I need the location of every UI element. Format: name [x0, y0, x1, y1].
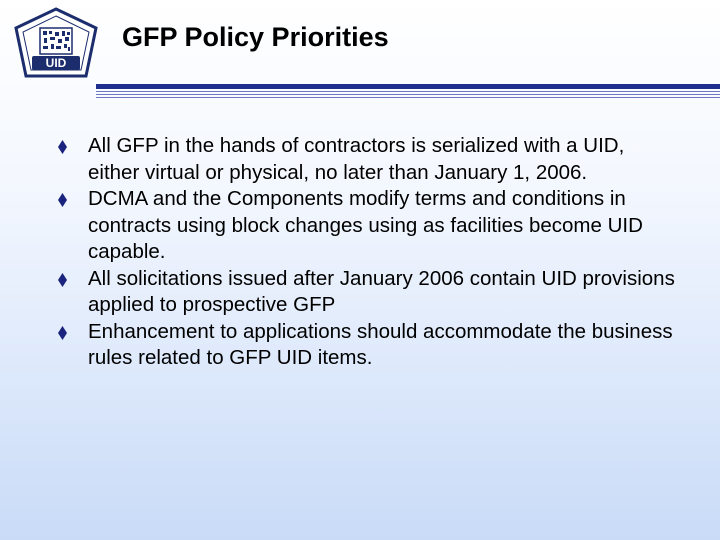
bullet-item	[58, 319, 678, 372]
slide-title: GFP Policy Priorities	[122, 22, 389, 52]
bullet-text: Enhancement to applications should accommodate the business rules related to GFP UID items.	[88, 319, 673, 369]
diamond-bullet-icon	[58, 193, 67, 207]
diamond-bullet-icon	[58, 273, 67, 287]
bullet-item	[58, 266, 678, 319]
bullet-list	[58, 133, 678, 372]
bullet-item	[58, 186, 678, 266]
diamond-bullet-icon	[58, 140, 67, 154]
bullet-text: All GFP in the hands of contractors is serialized with a UID, either virtual or physical, no later than January 1, 2006.	[88, 134, 625, 184]
uid-seal-logo	[6, 6, 106, 88]
title-rule-lines	[96, 91, 720, 100]
svg-text:UID: UID	[45, 56, 67, 70]
diamond-bullet-icon	[58, 326, 67, 340]
bullet-text: DCMA and the Components modify terms and conditions in contracts using block changes using as facilities become UID capable.	[88, 187, 643, 263]
bullet-text: All solicitations issued after January 2006 contain UID provisions applied to prospective GFP	[88, 266, 675, 316]
bullet-item	[58, 133, 678, 186]
title-rule	[96, 84, 720, 100]
title-rule-bar	[96, 84, 720, 89]
